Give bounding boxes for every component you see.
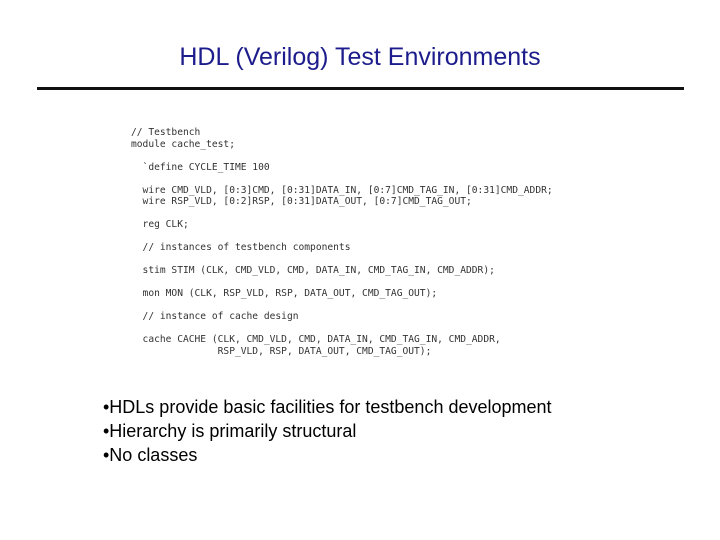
code-line: // instance of cache design — [131, 311, 299, 322]
title-divider — [37, 87, 684, 90]
code-line: wire RSP_VLD, [0:2]RSP, [0:31]DATA_OUT, [0:7]CMD_TAG_OUT; — [131, 196, 472, 207]
code-line — [131, 254, 553, 266]
code-listing — [131, 127, 553, 357]
bullet-item: •HDLs provide basic facilities for testbench development — [103, 397, 552, 417]
bullet-list — [103, 395, 552, 467]
code-line — [131, 150, 553, 162]
code-line: module cache_test; — [131, 138, 235, 150]
slide-title: HDL (Verilog) Test Environments — [179, 43, 541, 71]
bullet-item: •No classes — [103, 445, 198, 465]
code-line — [131, 208, 553, 220]
code-line — [131, 231, 553, 243]
code-line: mon MON (CLK, RSP_VLD, RSP, DATA_OUT, CMD_TAG_OUT); — [131, 288, 438, 299]
code-line: stim STIM (CLK, CMD_VLD, CMD, DATA_IN, CMD_TAG_IN, CMD_ADDR); — [131, 265, 495, 276]
code-line: // Testbench — [131, 127, 201, 138]
code-line: reg CLK; — [131, 219, 189, 230]
code-line — [131, 300, 553, 312]
code-line: wire CMD_VLD, [0:3]CMD, [0:31]DATA_IN, [0:7]CMD_TAG_IN, [0:31]CMD_ADDR; — [131, 184, 553, 196]
code-line: RSP_VLD, RSP, DATA_OUT, CMD_TAG_OUT); — [131, 345, 432, 357]
code-line — [131, 277, 553, 289]
code-line — [131, 173, 553, 185]
bullet-item: •Hierarchy is primarily structural — [103, 421, 357, 441]
code-line: `define CYCLE_TIME 100 — [131, 161, 270, 173]
code-line: cache CACHE (CLK, CMD_VLD, CMD, DATA_IN, CMD_TAG_IN, CMD_ADDR, — [131, 334, 501, 345]
code-line — [131, 323, 553, 335]
code-line: // instances of testbench components — [131, 242, 351, 253]
